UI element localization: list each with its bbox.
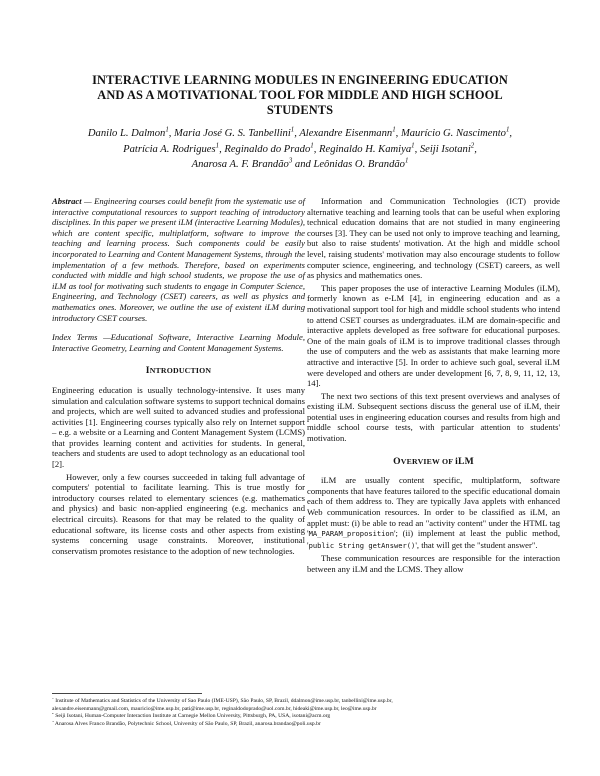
author-list <box>40 126 560 173</box>
author-separator: , <box>474 143 477 155</box>
author-name: Reginaldo H. Kamiya <box>319 143 412 155</box>
paragraph: Information and Communication Technologies (ICT) provide alternative teaching and learning tools that can be useful when exploring technical education domains that are not studied in many engineering courses [3]. They can be used not only to improve teaching and learning, but also to raise students' motivation. At the high and middle school level, raising students' motivation may also encourage students to follow computer science, engineering, and technology (CSET) careers, as well as physics and mathematics ones. <box>307 196 560 281</box>
abstract <box>52 196 305 323</box>
author-separator: , <box>414 143 420 155</box>
author-separator: , <box>219 143 225 155</box>
paragraph <box>307 475 560 551</box>
author-affiliation: 1 <box>392 126 396 134</box>
section-heading-introduction <box>52 366 305 377</box>
author-affiliation: 1 <box>290 126 295 134</box>
left-column <box>52 196 305 556</box>
footnote-rule <box>52 693 202 694</box>
title-line: AND AS A MOTIVATIONAL TOOL FOR MIDDLE AND HIGH SCHOOL <box>97 88 503 102</box>
author-separator: , <box>395 128 401 139</box>
paragraph: The next two sections of this text present overviews and analyses of existing iLM. Subsequent sections discuss the general use of iLM, their potential uses in engineering education courses and results from high and middle school course tests, with particular attention to students' motivation. <box>307 390 560 444</box>
paragraph: Engineering education is usually technology-intensive. It uses many simulation and calculation software systems to support technical domains and projects, which are well suited to advanced studies and professional activities [1]. Engineering courses typically also rely on Internet support – e.g. a website or a Learning and Content Management System (LCMS) that provides learning content and activities for students. In general, teachers and students are used to adopt technology as an educational tool [2]. <box>52 384 305 470</box>
author-separator: , <box>313 143 320 155</box>
abstract-text: — Engineering courses could benefit from the systematic use of interactive computational resources to support teaching of introductory disciplines. In this paper we present iLM (interactive Learning Modules), which are content specific, multiplatform, software to improve the teaching and learning process. Such components could be easily incorporated to Learning and Content Management Systems, through the implementation of a few methods. Therefore, based on experiments conducted with middle and high school students, we propose the use of iLM as tool for motivating such students to engage in Computer Science, Engineering, and Technology (CSET) careers, as well as physics and mathematics ones. Moreover, we outline the use of existent iLM during introductory CSET courses. <box>52 196 305 323</box>
author-separator: , <box>168 128 175 139</box>
author-line <box>40 126 560 142</box>
footnote-text: Seiji Isotani, Human-Computer Interaction Institute at Carnegie Mellon University, Pittsburgh, PA, USA, isotani@acm.org <box>53 713 331 719</box>
author-separator: , <box>294 128 300 139</box>
paragraph: However, only a few courses succeeded in taking full advantage of computers' potential to facilitate learning. This is true mostly for introductory courses related to elementary sciences (e.g. mathematics and physics) and basic non-applied engineering (e.g. mechanics and electrical circuits). Reasons for that may be related to the quality of educational software, its license costs and other aspects from existing systems concerning usage constraints. Moreover, institutional conservatism promotes resistance to the adoption of new technologies. <box>52 471 305 556</box>
footnote-mark: 1 <box>52 698 54 701</box>
paragraph: This paper proposes the use of interactive Learning Modules (iLM), formerly known as e-LM [4], in engineering education and as a motivational support tool for high and middle school students who intend to attend CSET courses as undergraduates. iLM are domain-specific and interactive applets developed as free software for educational purposes. One of the main goals of iLM is to improve traditional classes through the use of computers and the web as assistants that make learning more attractive and interactive [5]. In order to achieve such goal, several iLM were developed and others are under development [6, 7, 8, 9, 11, 12, 13, 14]. <box>307 282 560 389</box>
heading-rest: NTRODUCTION <box>149 366 212 376</box>
author-separator: , <box>509 128 513 139</box>
footnote <box>52 706 562 714</box>
code-snippet: MA_PARAM_proposition <box>308 529 394 539</box>
author-name: Maria José G. S. Tanbellini <box>174 128 291 139</box>
author-name: Danilo L. Dalmon <box>87 128 166 139</box>
footnote-mark: 3 <box>52 720 54 723</box>
author-name: Patrícia A. Rodrigues <box>123 143 216 155</box>
author-name: Seiji Isotani <box>419 143 471 155</box>
author-affiliation: 3 <box>288 157 293 165</box>
author-affiliation: 1 <box>404 157 409 165</box>
footnote-text: Anarosa Alves Franco Brandão, Polytechnic School, University of São Paulo, SP, Brazil, anarosa.brandao@poli.usp.br <box>53 720 321 727</box>
author-affiliation: 1 <box>411 141 415 149</box>
author-line <box>40 157 560 173</box>
heading-initial: O <box>393 455 401 467</box>
footnote-mark: 2 <box>52 713 54 716</box>
paragraph-text: '; (ii) implement at least the public method, ' <box>307 528 560 550</box>
footnote-text: Institute of Mathematics and Statistics of the University of Sao Paulo (IME-USP), São Paulo, SP, Brazil, ddalmon@ime.usp.br, tanbellini@ime.usp.br, <box>53 698 393 704</box>
right-column <box>307 196 560 575</box>
heading-tail: iLM <box>455 455 474 467</box>
author-affiliation: 1 <box>165 126 169 134</box>
paper-title <box>60 73 540 118</box>
section-heading-overview <box>307 457 560 468</box>
author-name: Maurício G. Nascimento <box>400 128 506 139</box>
author-separator: and <box>292 159 314 170</box>
author-affiliation: 1 <box>505 126 510 134</box>
footnote <box>52 698 562 706</box>
author-name: Anarosa A. F. Brandão <box>191 159 289 170</box>
author-affiliation: 1 <box>215 141 220 149</box>
footnote <box>52 713 562 721</box>
author-affiliation: 1 <box>310 141 314 149</box>
author-affiliation: 2 <box>470 141 475 149</box>
author-line <box>40 142 560 158</box>
abstract-label: Abstract <box>52 196 82 206</box>
paragraph-text: ', that will get the "student answer". <box>415 539 538 550</box>
author-name: Leônidas O. Brandão <box>313 159 405 170</box>
code-snippet: public String getAnswer() <box>308 540 416 550</box>
paragraph: These communication resources are responsible for the interaction between any iLM and the LCMS. They allow <box>307 553 560 574</box>
footnote <box>52 721 562 729</box>
footnote-text: alexandre.eisenmann@gmail.com, mauricio@ime.usp.br, pati@ime.usp.br, reginaldodoprado@uol.com.br, hideaki@ime.usp.br, leo@ime.usp.br <box>52 705 377 712</box>
heading-rest: VERVIEW OF <box>400 456 456 466</box>
title-line: STUDENTS <box>266 103 334 117</box>
author-name: Reginaldo do Prado <box>224 143 311 155</box>
title-line: INTERACTIVE LEARNING MODULES IN ENGINEERING EDUCATION <box>92 73 508 87</box>
heading-initial: I <box>145 365 150 377</box>
paragraph-text: iLM are usually content specific, multiplatform, software components that have features tailored to the specific educational domain each of them address to. They are typically Java applets with enhanced Web communication resources. In order to be classified as iLM, an applet must: (i) be able to read an "activity content" under the HTML tag ' <box>307 475 560 539</box>
index-terms: Index Terms —Educational Software, Interactive Learning Module, Interactive Geometry, Learning and Content Management Systems. <box>52 332 305 353</box>
author-name: Alexandre Eisenmann <box>299 128 393 139</box>
footnotes <box>52 693 562 728</box>
